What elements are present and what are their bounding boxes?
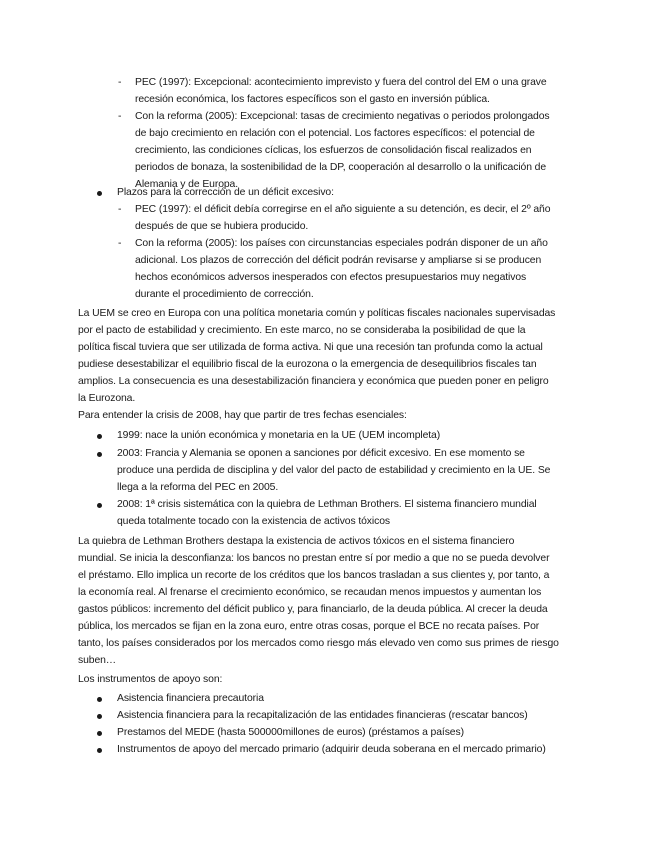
paragraph-line: el préstamo. Ello implica un recorte de los créditos que los bancos trasladan a sus clientes y, por tanto, a bbox=[78, 570, 550, 581]
paragraph-line: gastos públicos: incremento del déficit publico y, para financiarlo, de la deuda pública. Al crecer la deuda bbox=[78, 604, 548, 615]
list-heading: Plazos para la corrección de un déficit excesivo: bbox=[117, 187, 334, 198]
list-item-line: periodos de bonaza, la sostenibilidad de la DP, cooperación al desarrollo o la unificación de bbox=[135, 162, 547, 173]
paragraph-line: tanto, los países considerados por los mercados como riesgo más elevado ven como sus primes de riesgo bbox=[78, 638, 559, 649]
list-item-line: Alemania y de Europa. bbox=[135, 179, 239, 190]
list-item-line: llega a la reforma del PEC en 2005. bbox=[117, 482, 279, 493]
paragraph-line: la Eurozona. bbox=[78, 393, 136, 404]
paragraph-line: amplios. La consecuencia es una desestabilización financiera y económica que pueden poner en peligro bbox=[78, 376, 549, 387]
list-item-line: recesión económica, los factores específicos son el gasto en inversión pública. bbox=[135, 94, 490, 105]
list-item-line: queda totalmente tocado con la existencia de activos tóxicos bbox=[117, 516, 390, 527]
paragraph-line: suben… bbox=[78, 655, 117, 666]
bullet-marker bbox=[97, 503, 102, 508]
list-item-line: 1999: nace la unión económica y monetaria en la UE (UEM incompleta) bbox=[117, 430, 441, 441]
list-item-line: Prestamos del MEDE (hasta 500000millones de euros) (préstamos a países) bbox=[117, 727, 464, 738]
dash-marker: - bbox=[118, 204, 122, 215]
paragraph-line: La UEM se creo en Europa con una política monetaria común y políticas fiscales nacionales supervisadas bbox=[78, 308, 556, 319]
paragraph-line: Para entender la crisis de 2008, hay que partir de tres fechas esenciales: bbox=[78, 410, 407, 421]
dash-marker: - bbox=[118, 238, 122, 249]
bullet-marker bbox=[97, 191, 102, 196]
list-item-line: durante el procedimiento de corrección. bbox=[135, 289, 314, 300]
list-item-line: 2008: 1ª crisis sistemática con la quiebra de Lethman Brothers. El sistema financiero mundial bbox=[117, 499, 537, 510]
list-item-line: crecimiento, las condiciones cíclicas, los esfuerzos de consolidación fiscal realizados en bbox=[135, 145, 532, 156]
list-item-line: PEC (1997): el déficit debía corregirse en el año siguiente a su detención, es decir, el 2º año bbox=[135, 204, 551, 215]
paragraph-line: la economía real. Al frenarse el crecimiento económico, se recaudan menos impuestos y aumentan los bbox=[78, 587, 542, 598]
list-item-line: PEC (1997): Excepcional: acontecimiento imprevisto y fuera del control del EM o una grave bbox=[135, 77, 547, 88]
list-item-line: Con la reforma (2005): los países con circunstancias especiales podrán disponer de un año bbox=[135, 238, 548, 249]
list-item-line: adicional. Los plazos de corrección del déficit podrán revisarse y ampliarse si se producen bbox=[135, 255, 542, 266]
paragraph-line: política fiscal tuviera que ser utilizada de forma activa. Ni que una recesión tan profunda como la actual bbox=[78, 342, 543, 353]
list-item-line: 2003: Francia y Alemania se oponen a sanciones por déficit excesivo. En ese momento se bbox=[117, 448, 525, 459]
paragraph-line: Los instrumentos de apoyo son: bbox=[78, 674, 223, 685]
paragraph-line: pudiese desestabilizar el equilibrio fiscal de la eurozona o la emergencia de desequilibrios fiscales tan bbox=[78, 359, 537, 370]
paragraph-line: por el pacto de estabilidad y crecimiento. En este marco, no se consideraba la posibilidad de que la bbox=[78, 325, 526, 336]
bullet-marker bbox=[97, 748, 102, 753]
dash-marker: - bbox=[118, 111, 122, 122]
list-item-line: produce una perdida de disciplina y del valor del pacto de estabilidad y crecimiento en la UE. Se bbox=[117, 465, 551, 476]
list-item-line: de bajo crecimiento en relación con el potencial. Los factores específicos: el potencial de bbox=[135, 128, 535, 139]
bullet-marker bbox=[97, 697, 102, 702]
list-item-line: después de que se hubiera producido. bbox=[135, 221, 309, 232]
bullet-marker bbox=[97, 434, 102, 439]
list-item-line: Asistencia financiera precautoria bbox=[117, 693, 264, 704]
list-item-line: Instrumentos de apoyo del mercado primario (adquirir deuda soberana en el mercado primario) bbox=[117, 744, 546, 755]
list-item-line: Con la reforma (2005): Excepcional: tasas de crecimiento negativas o periodos prolongados bbox=[135, 111, 550, 122]
bullet-marker bbox=[97, 714, 102, 719]
bullet-marker bbox=[97, 452, 102, 457]
paragraph-line: mundial. Se inicia la desconfianza: los bancos no prestan entre sí por medio a que no se pueda devolver bbox=[78, 553, 550, 564]
dash-marker: - bbox=[118, 77, 122, 88]
paragraph-line: La quiebra de Lethman Brothers destapa la existencia de activos tóxicos en el sistema financiero bbox=[78, 536, 515, 547]
list-item-line: Asistencia financiera para la recapitalización de las entidades financieras (rescatar bancos) bbox=[117, 710, 528, 721]
paragraph-line: pública, los mercados se fijan en la zona euro, entre otras cosas, porque el BCE no recata países. Por bbox=[78, 621, 540, 632]
list-item-line: hechos económicos adversos inesperados con efectos presupuestarios muy negativos bbox=[135, 272, 527, 283]
bullet-marker bbox=[97, 731, 102, 736]
